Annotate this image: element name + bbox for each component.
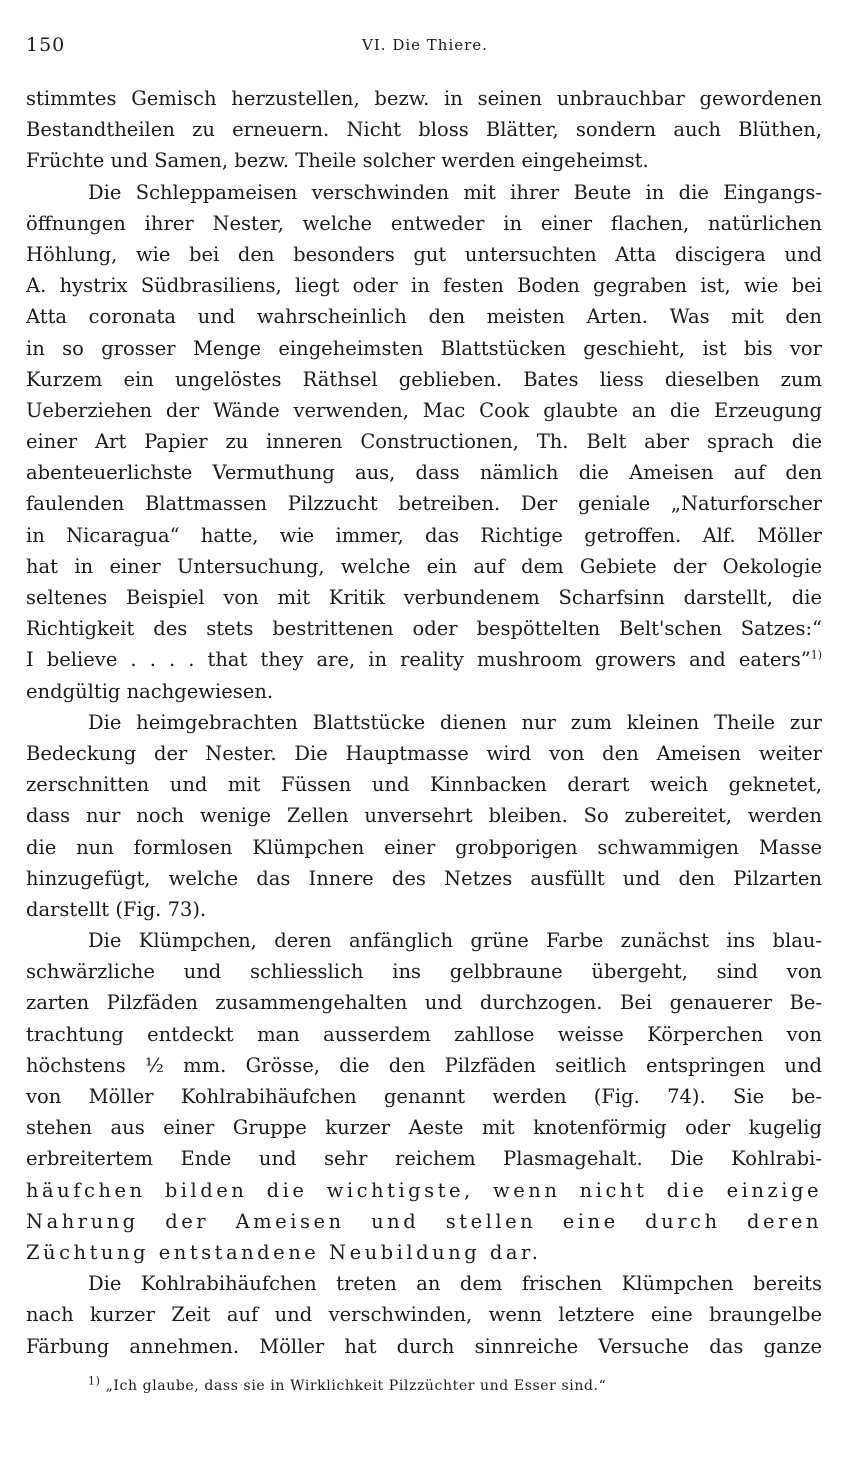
footnote-text: „Ich glaube, dass sie in Wirklichkeit Pilzzüchter und Esser sind.“ xyxy=(105,1378,607,1394)
text-line: faulenden Blattmassen Pilzzucht betreiben. Der geniale „Naturforscher xyxy=(26,492,822,516)
footnote-marker: 1) xyxy=(810,648,822,662)
text-line: abenteuerlichste Vermuthung aus, dass nämlich die Ameisen auf den xyxy=(26,461,822,485)
running-head: VI. Die Thiere. xyxy=(362,36,488,54)
text-line: A. hystrix Südbrasiliens, liegt oder in festen Boden gegraben ist, wie bei xyxy=(26,274,822,298)
text-line: hinzugefügt, welche das Innere des Netzes ausfüllt und den Pilzarten xyxy=(26,866,822,890)
text-line: in Nicaragua“ hatte, wie immer, das Richtige getroffen. Alf. Möller xyxy=(26,523,822,547)
page-number: 150 xyxy=(26,34,66,56)
text-line: stimmtes Gemisch herzustellen, bezw. in seinen unbrauchbar gewordenen xyxy=(26,87,822,110)
text-line: einer Art Papier zu inneren Constructionen, Th. Belt aber sprach die xyxy=(26,430,822,454)
text-line: nach kurzer Zeit auf und verschwinden, wenn letztere eine braungelbe xyxy=(26,1303,822,1327)
text-line-with-footnote xyxy=(26,644,822,675)
text-line: Färbung annehmen. Möller hat durch sinnreiche Versuche das ganze xyxy=(26,1334,822,1358)
text-line: stehen aus einer Gruppe kurzer Aeste mit knotenförmig oder kugelig xyxy=(26,1116,822,1140)
footnote xyxy=(88,1374,607,1394)
text-line: schwärzliche und schliesslich ins gelbbraune übergeht, sind von xyxy=(26,960,822,984)
text-line-spaced: häufchen bilden die wichtigste, wenn nicht die einzige xyxy=(26,1178,822,1202)
text-line: Die Schleppameisen verschwinden mit ihrer Beute in die Eingangs- xyxy=(88,180,822,204)
text-line: Ueberziehen der Wände verwenden, Mac Cook glaubte an die Erzeugung xyxy=(26,398,822,422)
text-line: Die Klümpchen, deren anfänglich grüne Farbe zunächst ins blau- xyxy=(88,929,822,953)
text-line: darstellt (Fig. 73). xyxy=(26,897,207,921)
text-line: Atta coronata und wahrscheinlich den meisten Arten. Was mit den xyxy=(26,305,822,329)
text-line: höchstens ½ mm. Grösse, die den Pilzfäden seitlich entspringen und xyxy=(26,1053,822,1077)
text-line: I believe . . . . that they are, in reality mushroom growers and eaters” xyxy=(26,648,811,672)
text-line: seltenes Beispiel von mit Kritik verbundenem Scharfsinn darstellt, die xyxy=(26,586,822,609)
text-line-spaced: Züchtung entstandene Neubildung dar. xyxy=(26,1240,542,1264)
text-line: zarten Pilzfäden zusammengehalten und durchzogen. Bei genauerer Be- xyxy=(26,991,822,1015)
text-line: Bestandtheilen zu erneuern. Nicht bloss Blätter, sondern auch Blüthen, xyxy=(26,118,822,142)
text-line: trachtung entdeckt man ausserdem zahllose weisse Körperchen von xyxy=(26,1022,822,1046)
text-line: in so grosser Menge eingeheimsten Blattstücken geschieht, ist bis vor xyxy=(26,336,822,360)
page-header xyxy=(26,34,824,58)
body-text xyxy=(26,83,822,1362)
text-line: hat in einer Untersuchung, welche ein auf dem Gebiete der Oekologie xyxy=(26,554,822,578)
text-line: öffnungen ihrer Nester, welche entweder in einer flachen, natürlichen xyxy=(26,211,822,235)
text-line: Die heimgebrachten Blattstücke dienen nur zum kleinen Theile zur xyxy=(88,710,822,734)
text-line: von Möller Kohlrabihäufchen genannt werden (Fig. 74). Sie be- xyxy=(26,1085,822,1108)
text-line: endgültig nachgewiesen. xyxy=(26,679,274,703)
text-line: zerschnitten und mit Füssen und Kinnbacken derart weich geknetet, xyxy=(26,773,822,797)
footnote-number: 1) xyxy=(88,1374,101,1388)
text-line: die nun formlosen Klümpchen einer grobporigen schwammigen Masse xyxy=(26,835,822,859)
text-line: Richtigkeit des stets bestrittenen oder bespöttelten Belt'schen Satzes:“ xyxy=(26,617,822,641)
text-line: Höhlung, wie bei den besonders gut untersuchten Atta discigera und xyxy=(26,242,822,266)
text-line: dass nur noch wenige Zellen unversehrt bleiben. So zubereitet, werden xyxy=(26,804,822,828)
text-line-spaced: Nahrung der Ameisen und stellen eine durch deren xyxy=(26,1209,822,1233)
text-line: Kurzem ein ungelöstes Räthsel geblieben. Bates liess dieselben zum xyxy=(26,367,822,391)
text-line: erbreitertem Ende und sehr reichem Plasmagehalt. Die Kohlrabi- xyxy=(26,1147,822,1171)
text-line: Die Kohlrabihäufchen treten an dem frischen Klümpchen bereits xyxy=(88,1272,822,1296)
text-line: Früchte und Samen, bezw. Theile solcher werden eingeheimst. xyxy=(26,149,649,173)
text-line: Bedeckung der Nester. Die Hauptmasse wird von den Ameisen weiter xyxy=(26,741,822,765)
